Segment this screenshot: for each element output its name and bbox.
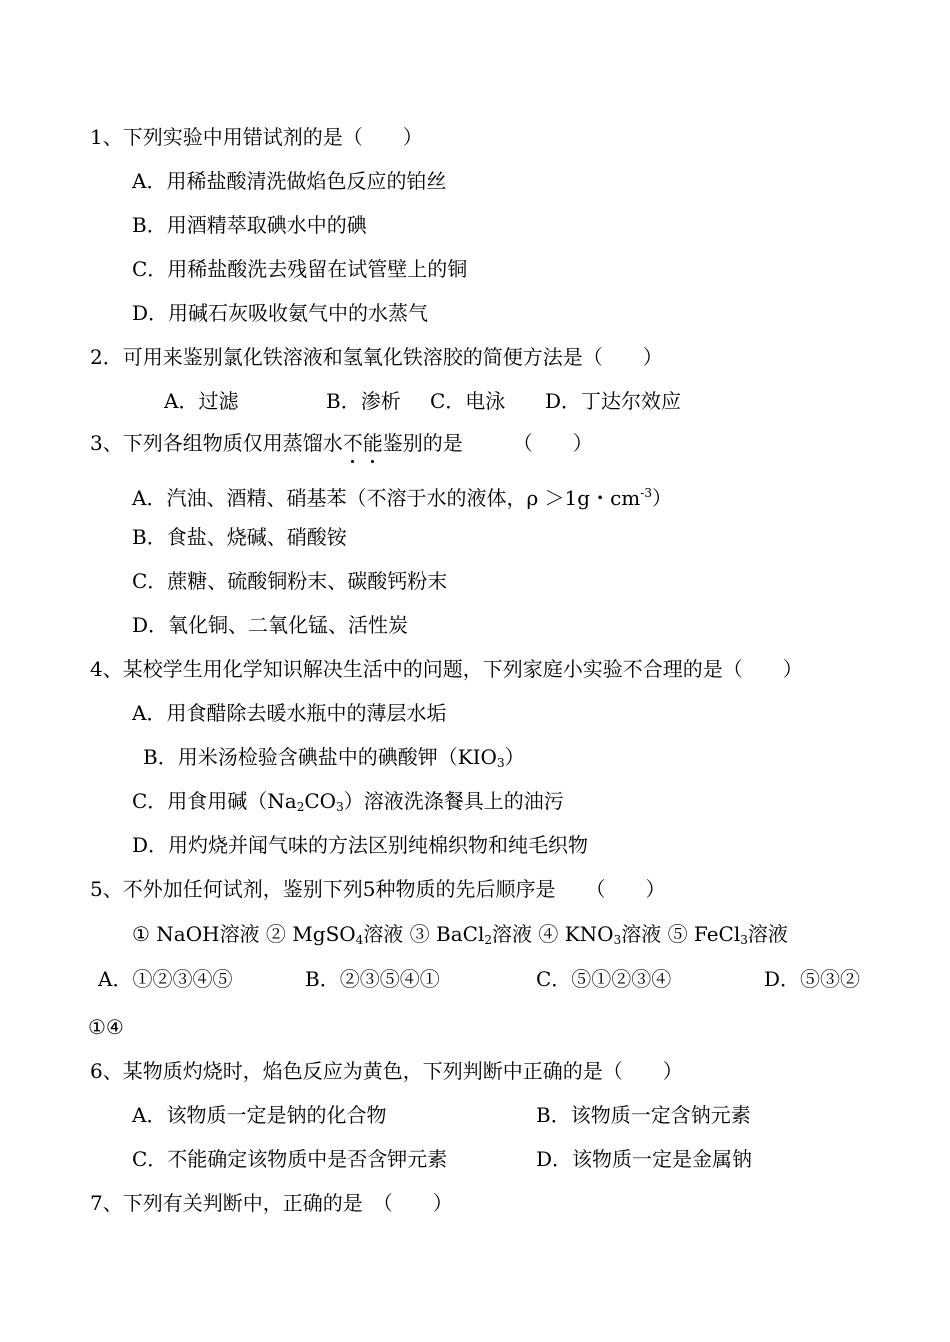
subscript: 2 <box>296 800 305 814</box>
question-3-option-a-end: ） <box>651 486 672 510</box>
question-2-option-a: A．过滤 <box>164 389 239 413</box>
question-4-option-b-end: ） <box>504 745 525 769</box>
question-3-option-a <box>132 480 672 511</box>
question-6-option-b: B．该物质一定含钠元素 <box>536 1103 751 1127</box>
question-5-option-b: B．②③⑤④① <box>305 967 440 991</box>
question-6-option-c: C．不能确定该物质中是否含钾元素 <box>132 1147 448 1171</box>
subscript: 3 <box>496 756 505 770</box>
question-4-option-a: A．用食醋除去暖水瓶中的薄层水垢 <box>132 701 447 725</box>
question-5-substances <box>132 921 788 953</box>
question-6-option-d: D．该物质一定是金属钠 <box>536 1147 753 1171</box>
question-3-stem <box>90 430 593 456</box>
question-3-emphasis-1: 不 <box>342 431 363 455</box>
question-3-option-b: B．食盐、烧碱、硝酸铵 <box>132 525 347 549</box>
question-5-option-d: D．⑤③② <box>764 967 861 991</box>
substance-5: ⑤ FeCl$_3$溶液 <box>667 922 788 947</box>
question-3-option-a-text: A．汽油、酒精、硝基苯（不溶于水的液体，ρ ＞1g・cm <box>132 486 641 510</box>
substance-2: ② MgSO$_4$溶液 <box>265 922 404 947</box>
question-5-stem: 5、不外加任何试剂，鉴别下列5种物质的先后顺序是 （ ） <box>90 877 666 901</box>
question-6-option-a: A．该物质一定是钠的化合物 <box>132 1103 387 1127</box>
question-1-option-a: A．用稀盐酸清洗做焰色反应的铂丝 <box>132 169 447 193</box>
question-4-option-b-text: B．用米汤检验含碘盐中的碘酸钾（KIO <box>143 745 497 769</box>
question-1-stem: 1、下列实验中用错试剂的是（ ） <box>90 125 423 149</box>
question-5-option-d-continued: ①④ <box>88 1015 124 1039</box>
question-5-option-c: C．⑤①②③④ <box>536 967 672 991</box>
question-3-option-c: C．蔗糖、硫酸铜粉末、碳酸钙粉末 <box>132 569 448 593</box>
substance-3: ③ BaCl$_2$溶液 <box>409 922 532 947</box>
question-4-option-c-text: C．用食用碱（Na <box>132 789 297 813</box>
question-7-stem: 7、下列有关判断中，正确的是 （ ） <box>90 1191 453 1215</box>
question-3-stem-post: 鉴别的是 （ ） <box>382 431 593 455</box>
question-2-option-b: B．渗析 <box>326 389 401 413</box>
question-3-option-d: D．氧化铜、二氧化锰、活性炭 <box>132 613 409 637</box>
question-2-option-d: D．丁达尔效应 <box>545 389 682 413</box>
question-5-option-a: A．①②③④⑤ <box>98 967 233 991</box>
question-4-option-c <box>132 788 564 820</box>
substance-4: ④ $KNO_3$溶液 <box>538 922 662 947</box>
question-1-option-b: B．用酒精萃取碘水中的碘 <box>132 213 367 237</box>
question-4-stem: 4、某校学生用化学知识解决生活中的问题，下列家庭小实验不合理的是（ ） <box>90 657 803 681</box>
question-2-option-c: C．电泳 <box>430 389 506 413</box>
question-4-option-d: D．用灼烧并闻气味的方法区别纯棉织物和纯毛织物 <box>132 833 589 857</box>
question-4-option-c-end: ）溶液洗涤餐具上的油污 <box>343 789 564 813</box>
substance-1: ① NaOH溶液 <box>132 922 260 946</box>
question-1-option-c: C．用稀盐酸洗去残留在试管壁上的铜 <box>132 257 468 281</box>
question-4-option-b <box>143 744 525 776</box>
question-3-stem-pre: 3、下列各组物质仅用蒸馏水 <box>90 431 343 455</box>
question-4-option-c-mid: CO <box>304 789 337 813</box>
question-6-stem: 6、某物质灼烧时，焰色反应为黄色，下列判断中正确的是（ ） <box>90 1059 683 1083</box>
question-2-stem: 2．可用来鉴别氯化铁溶液和氢氧化铁溶胶的简便方法是（ ） <box>90 345 663 369</box>
question-3-emphasis-2: 能 <box>362 431 383 455</box>
question-1-option-d: D．用碱石灰吸收氨气中的水蒸气 <box>132 301 429 325</box>
subscript: 3 <box>336 800 344 814</box>
superscript: -3 <box>640 486 652 500</box>
